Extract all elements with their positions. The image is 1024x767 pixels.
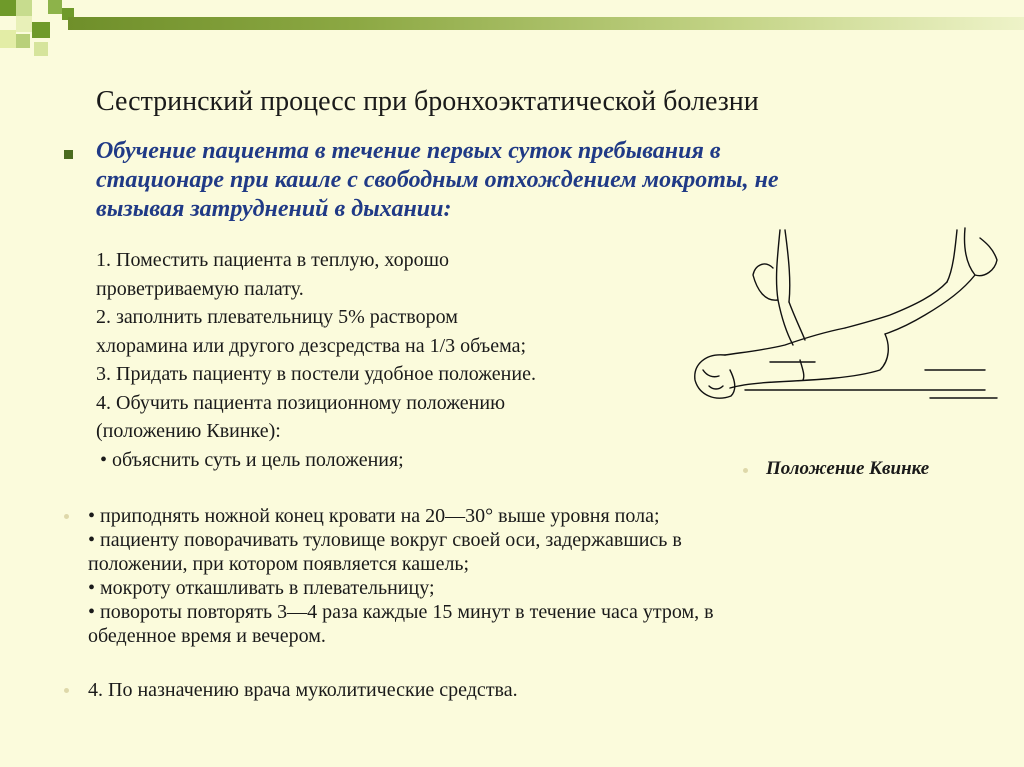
decor-square: [16, 34, 30, 48]
step-line: (положению Квинке):: [96, 420, 281, 442]
decor-square: [32, 22, 50, 38]
faint-bullet-icon: [64, 514, 69, 519]
instruction-line: обеденное время и вечером.: [88, 625, 326, 647]
instruction-line: положении, при котором появляется кашель;: [88, 553, 470, 575]
instruction-line: • мокроту откашливать в плевательницу;: [88, 577, 435, 599]
step-line: 3. Придать пациенту в постели удобное положение.: [96, 363, 536, 385]
step-line: 1. Поместить пациента в теплую, хорошо: [96, 249, 450, 271]
square-bullet-icon: [64, 150, 73, 159]
step-line: хлорамина или другого дезсредства на 1/3 объема;: [96, 334, 527, 357]
instruction-line: • пациенту поворачивать туловище вокруг своей оси, задержавшись в: [88, 529, 682, 551]
step-line: 4. Обучить пациента позиционному положению: [96, 391, 506, 414]
decor-square: [48, 0, 62, 14]
step-line: • объяснить суть и цель положения;: [100, 448, 404, 471]
lead-line: стационаре при кашле с свободным отхождением мокроты, не: [96, 167, 779, 193]
quincke-position-illustration: [685, 220, 1005, 420]
decor-square: [16, 0, 32, 16]
faint-bullet-icon: [64, 688, 69, 693]
instruction-line: • приподнять ножной конец кровати на 20—30° выше уровня пола;: [88, 505, 660, 527]
header-bar: [68, 17, 1024, 30]
lead-line: вызывая затруднений в дыхании:: [96, 196, 452, 222]
decor-square: [0, 30, 16, 48]
decor-square: [34, 42, 48, 56]
faint-bullet-icon: [743, 468, 748, 473]
lead-line: Обучение пациента в течение первых суток пребывания в: [96, 138, 721, 164]
slide-title: Сестринский процесс при бронхоэктатической болезни: [96, 86, 759, 117]
steps-list: [96, 246, 676, 474]
last-item: 4. По назначению врача муколитические средства.: [88, 679, 518, 701]
decor-square: [0, 0, 16, 16]
step-line: 2. заполнить плевательницу 5% раствором: [96, 306, 458, 328]
decor-square: [16, 16, 32, 32]
instructions-list: [88, 504, 918, 648]
step-line: проветриваемую палату.: [96, 277, 304, 300]
figure-caption: Положение Квинке: [766, 458, 930, 479]
instruction-line: • повороты повторять 3—4 раза каждые 15 минут в течение часа утром, в: [88, 601, 714, 623]
lead-paragraph: [96, 137, 936, 224]
